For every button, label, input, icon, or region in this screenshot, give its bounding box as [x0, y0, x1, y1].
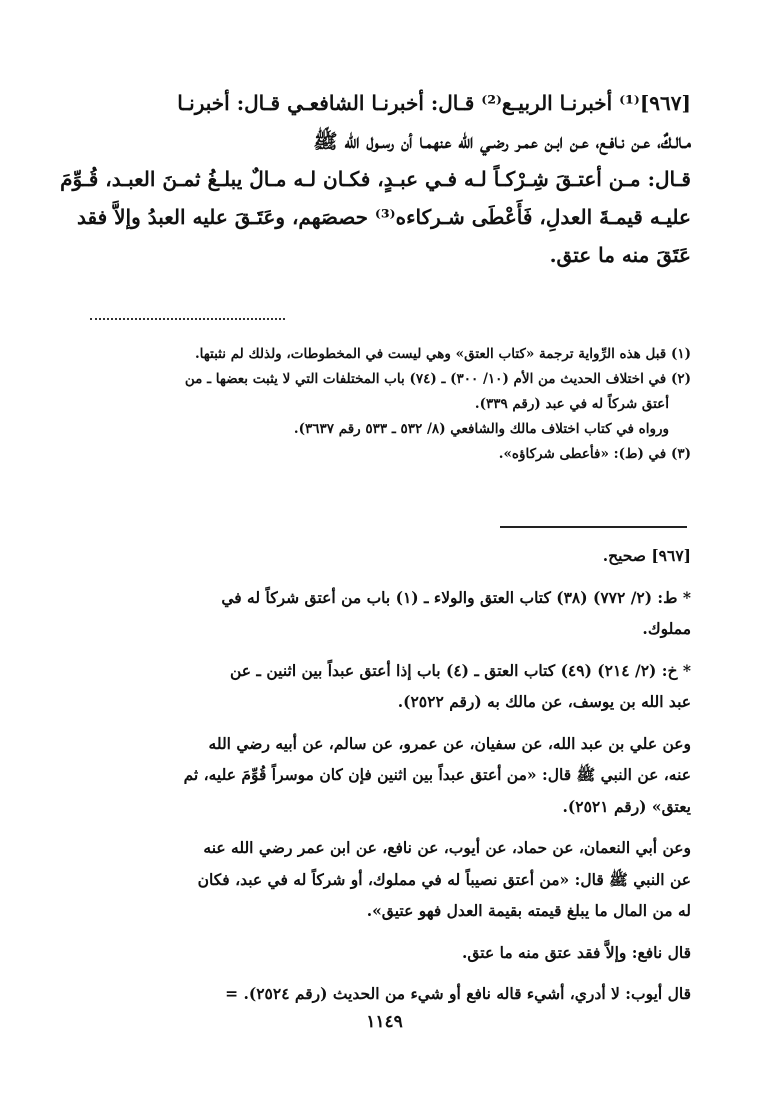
- takhrij-heading-block: [100, 540, 691, 572]
- footnote-separator: [90, 318, 285, 320]
- takhrij-block: [100, 728, 691, 823]
- footnote: (٢) في اختلاف الحديث من الأم (١٠/ ٣٠٠) ـ (٧٤) باب المختلفات التي لا يثبت بعضها ـ من: [184, 371, 691, 387]
- takhrij-line: يعتق» (رقم ٢٥٢١).: [562, 796, 691, 816]
- takhrij-line: وعن علي بن عبد الله، عن سفيان، عن عمرو، عن سالم، عن أبيه رضي الله: [208, 733, 691, 753]
- takhrij-line: * ط: (٢/ ٧٧٢) (٣٨) كتاب العتق والولاء ـ (١) باب من أعتق شركاً له في: [221, 587, 691, 607]
- takhrij-line: له من المال ما يبلغ قيمته بقيمة العدل فهو عتيق».: [366, 901, 691, 920]
- takhrij-line: عبد الله بن يوسف، عن مالك به (رقم ٢٥٢٢).: [397, 692, 691, 711]
- takhrij-line: * خ: (٢/ ٢١٤) (٤٩) كتاب العتق ـ (٤) باب إذا أعتق عبداً بين اثنين ـ عن: [229, 660, 691, 680]
- hadith-line: عَتَقَ منه ما عتق.: [549, 243, 691, 267]
- takhrij-block: [100, 655, 691, 718]
- hadith-line: [٩٦٧]⁽¹⁾ أخبرنـا الربيـع⁽²⁾ قـال: أخبرنـا الشافعـي قـال: أخبرنـا: [177, 91, 691, 115]
- takhrij-block: [100, 582, 691, 645]
- footnote-continuation: ورواه في كتاب اختلاف مالك والشافعي (٨/ ٥٣٢ ـ ٥٣٣ رقم ٣٦٣٧).: [293, 421, 669, 437]
- page-number: ١١٤٩: [366, 1012, 403, 1032]
- takhrij-line: قال نافع: وإلاَّ فقد عتق منه ما عتق.: [461, 942, 691, 962]
- takhrij-line: وعن أبي النعمان، عن حماد، عن أيوب، عن نافع، عن ابن عمر رضي الله عنه: [203, 838, 691, 857]
- hadith-line: قـال: مـن أعتـقَ شِـرْكـاً لـه فـي عبـدٍ، فكـان لـه مـالٌ يبلـغُ ثمـنَ العبـد، قُـوِّمَ: [60, 167, 691, 191]
- hadith-text: [60, 84, 691, 274]
- footnote: (١) قبل هذه الرِّواية ترجمة «كتاب العتق» وهي ليست في المخطوطات، ولذلك لم نثبتها.: [194, 346, 691, 362]
- footnote-continuation: أعتق شركاً له في عبد (رقم ٣٣٩).: [474, 396, 669, 412]
- hadith-line: عليـه قيمـةَ العدلِ، فَأَعْطَى شـركاءه⁽³⁾ حصصَهم، وعَتَـقَ عليه العبدُ وإلاَّ فقد: [77, 205, 691, 229]
- hadith-line: مـالـكٌ، عـن نـافـع، عـن ابـن عمـر رضـي الله عنهمـا أن رسـول الله ﷺ: [313, 129, 691, 153]
- takhrij-heading: [٩٦٧] صحيح.: [602, 546, 691, 565]
- takhrij-line: قال أيوب: لا أدري، أشيء قاله نافع أو شيء من الحديث (رقم ٢٥٢٤). =: [225, 984, 691, 1003]
- takhrij-section: [100, 540, 691, 1020]
- takhrij-block: [100, 937, 691, 969]
- takhrij-line: مملوك.: [642, 619, 691, 638]
- takhrij-block: [100, 832, 691, 927]
- takhrij-separator: [500, 526, 687, 528]
- footnotes: [84, 342, 691, 467]
- takhrij-line: عن النبي ﷺ قال: «من أعتق نصيباً له في مملوك، أو شركاً له في عبد، فكان: [197, 869, 691, 889]
- footnote: (٣) في (ط): «فأعطى شركاؤه».: [498, 446, 691, 462]
- takhrij-block: [100, 978, 691, 1010]
- takhrij-line: عنه، عن النبي ﷺ قال: «من أعتق عبداً بين اثنين فإن كان موسراً قُوِّمَ عليه، ثم: [183, 765, 691, 784]
